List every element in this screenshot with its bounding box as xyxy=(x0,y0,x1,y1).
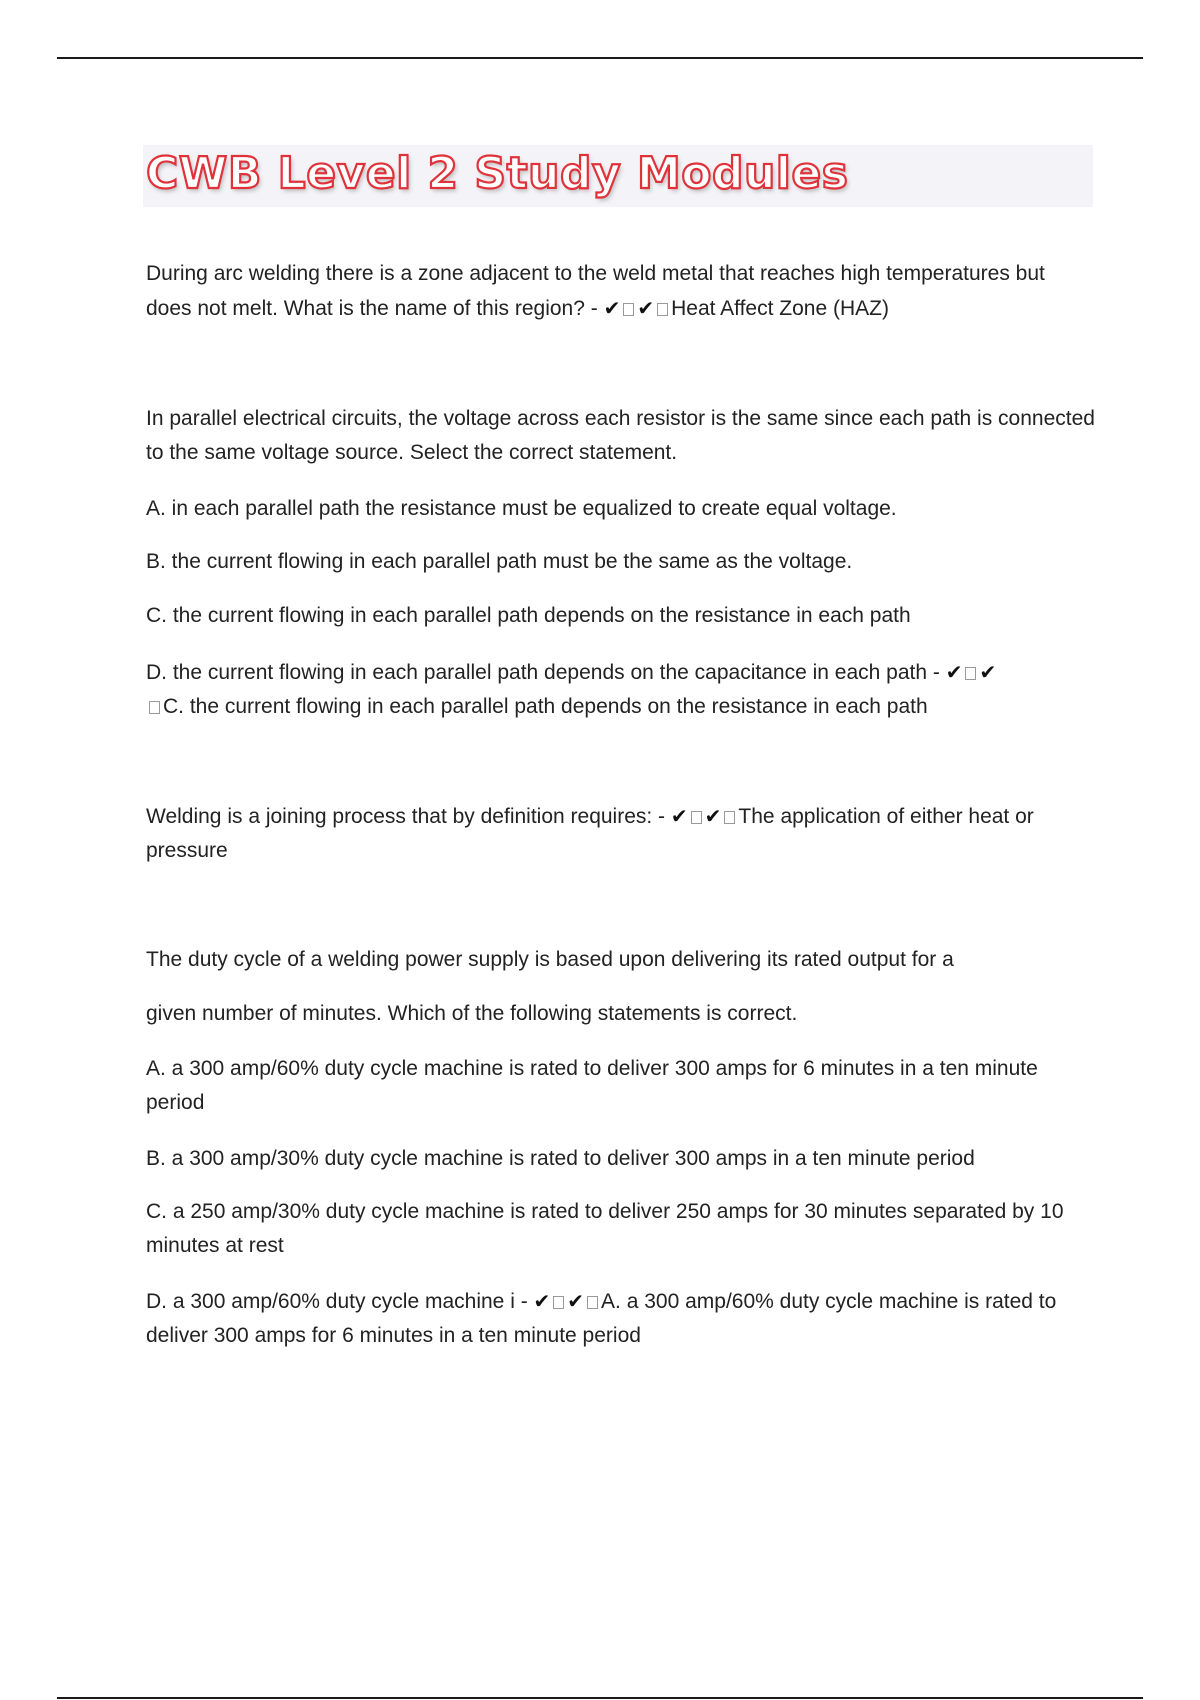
option-d-with-answer xyxy=(146,655,1096,724)
answer-text: C. the current flowing in each parallel path depends on the resistance in each path xyxy=(163,695,928,718)
question-duty-cycle-stem-line2: given number of minutes. Which of the following statements is correct. xyxy=(146,1002,798,1025)
check-icon: ✔ xyxy=(637,296,655,320)
option-d: D. the current flowing in each parallel path depends on the capacitance in each path - xyxy=(146,661,946,684)
option-c: C. the current flowing in each parallel path depends on the resistance in each path xyxy=(146,604,911,627)
question-text: Welding is a joining process that by definition requires: - xyxy=(146,805,671,828)
option-b: B. a 300 amp/30% duty cycle machine is rated to deliver 300 amps in a ten minute period xyxy=(146,1147,975,1170)
box-icon xyxy=(623,303,634,316)
question-duty-cycle-stem-line1: The duty cycle of a welding power supply is based upon delivering its rated output for a xyxy=(146,948,954,971)
check-icon: ✔ xyxy=(945,660,963,684)
check-icon: ✔ xyxy=(567,1289,585,1313)
question-heat-affected-zone xyxy=(146,257,1096,326)
answer-text: Heat Affect Zone (HAZ) xyxy=(671,297,889,320)
question-welding-definition xyxy=(146,799,1096,868)
option-a: A. a 300 amp/60% duty cycle machine is rated to deliver 300 amps for 6 minutes in a ten minute period xyxy=(146,1057,1038,1114)
box-icon xyxy=(587,1296,598,1309)
option-b: B. the current flowing in each parallel path must be the same as the voltage. xyxy=(146,550,853,573)
option-c: C. a 250 amp/30% duty cycle machine is rated to deliver 250 amps for 30 minutes separated by 10 minutes at rest xyxy=(146,1200,1064,1257)
box-icon xyxy=(724,811,735,824)
box-icon xyxy=(965,667,976,680)
bottom-rule xyxy=(57,1697,1143,1699)
option-d: D. a 300 amp/60% duty cycle machine i - xyxy=(146,1290,534,1313)
check-icon: ✔ xyxy=(979,660,997,684)
answer-text: A. a 300 amp/60% duty cycle machine is rated to deliver 300 amps for 6 minutes in a ten minute period xyxy=(146,1290,1057,1347)
box-icon xyxy=(553,1296,564,1309)
top-rule xyxy=(57,57,1143,59)
question-parallel-circuit-stem: In parallel electrical circuits, the voltage across each resistor is the same since each path is connected to the same voltage source. Select the correct statement. xyxy=(146,407,1095,464)
box-icon xyxy=(691,811,702,824)
question-text: During arc welding there is a zone adjacent to the weld metal that reaches high temperatures but does not melt. What is the name of this region? - xyxy=(146,262,1045,320)
check-icon: ✔ xyxy=(670,804,688,828)
box-icon xyxy=(657,303,668,316)
check-icon: ✔ xyxy=(704,804,722,828)
check-icon: ✔ xyxy=(603,296,621,320)
box-icon xyxy=(149,701,160,714)
option-d-with-answer xyxy=(146,1284,1096,1353)
answer-text: The application of either heat or pressure xyxy=(146,805,1034,862)
check-icon: ✔ xyxy=(533,1289,551,1313)
page-title: CWB Level 2 Study Modules xyxy=(146,148,849,199)
option-a: A. in each parallel path the resistance must be equalized to create equal voltage. xyxy=(146,497,897,520)
